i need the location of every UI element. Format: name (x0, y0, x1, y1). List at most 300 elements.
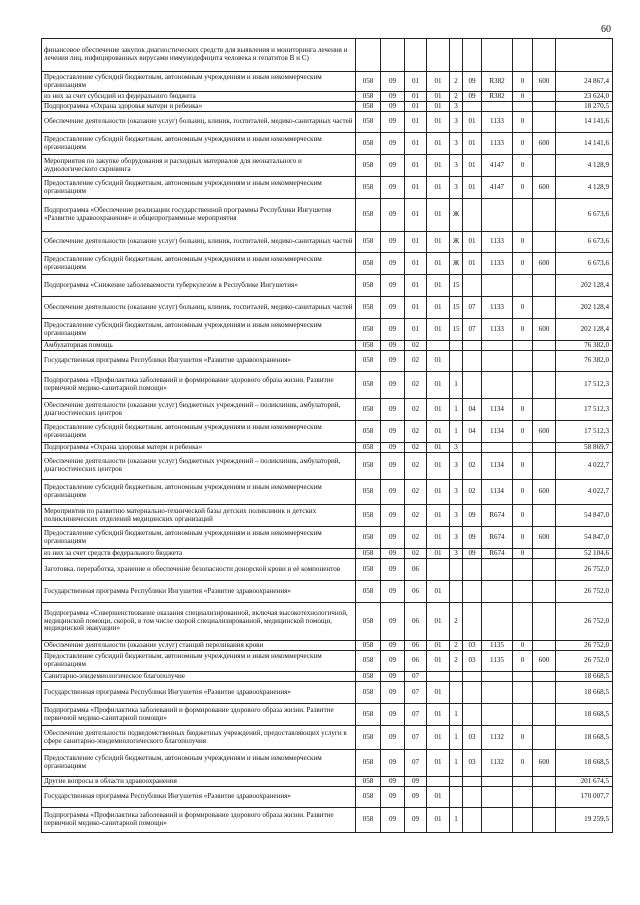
code-cell-c9 (533, 726, 556, 750)
code-cell-c8 (513, 603, 533, 641)
code-cell-c2: 09 (381, 177, 405, 199)
code-cell-c7: R674 (482, 527, 513, 549)
code-cell-c9 (533, 39, 556, 72)
code-cell-c6: 01 (463, 155, 482, 177)
table-row (42, 372, 613, 399)
code-cell-c4: 01 (427, 704, 450, 726)
code-cell-c8 (513, 672, 533, 682)
code-cell-c9 (533, 581, 556, 603)
code-cell-c8: 0 (513, 92, 533, 102)
row-name-cell: Обеспечение деятельности (оказание услуг) бюджетных учреждений – поликлиник, амбулаторий, диагностических центров (42, 453, 356, 480)
code-cell-c6 (463, 341, 482, 351)
row-name-cell: Обеспечение деятельности (оказание услуг) бюджетных учреждений – поликлиник, амбулаторий, диагностических центров (42, 399, 356, 421)
row-name-cell: Мероприятия по закупке оборудования и расходных материалов для неонатального и аудиологического скрининга (42, 155, 356, 177)
code-cell-c4 (427, 39, 450, 72)
code-cell-c9: 600 (533, 750, 556, 777)
code-cell-c1: 058 (356, 341, 381, 351)
code-cell-c4: 01 (427, 421, 450, 443)
code-cell-c7: R382 (482, 72, 513, 92)
code-cell-c9 (533, 704, 556, 726)
budget-table (41, 38, 613, 833)
code-cell-c1: 058 (356, 682, 381, 704)
code-cell-c5 (450, 351, 463, 372)
code-cell-c6: 03 (463, 726, 482, 750)
code-cell-c4 (427, 777, 450, 787)
table-row (42, 72, 613, 92)
row-name-cell: финансовое обеспечение закупок диагностических средств для выявления и мониторинга лечения и лечения лиц, инфицированных вирусами иммунодефицита человека и гепатитов В и С) (42, 39, 356, 72)
code-cell-c3: 01 (405, 319, 427, 341)
code-cell-c6: 04 (463, 421, 482, 443)
code-cell-c7 (482, 351, 513, 372)
amount-cell: 170 007,7 (556, 787, 613, 808)
code-cell-c1: 058 (356, 399, 381, 421)
row-name-cell: из них за счет средств федерального бюджета (42, 549, 356, 559)
row-name-cell: Предоставление субсидий бюджетным, автономным учреждениям и иным некоммерческим организациям (42, 253, 356, 275)
amount-cell: 202 128,4 (556, 319, 613, 341)
code-cell-c5: 1 (450, 726, 463, 750)
code-cell-c7: R674 (482, 505, 513, 527)
code-cell-c5: 3 (450, 505, 463, 527)
table-row (42, 603, 613, 641)
code-cell-c3: 01 (405, 275, 427, 297)
code-cell-c6 (463, 603, 482, 641)
code-cell-c6: 07 (463, 297, 482, 319)
code-cell-c8 (513, 808, 533, 833)
code-cell-c5: 3 (450, 549, 463, 559)
code-cell-c3: 06 (405, 641, 427, 651)
amount-cell (556, 39, 613, 72)
code-cell-c2: 09 (381, 453, 405, 480)
amount-cell: 18 668,5 (556, 672, 613, 682)
code-cell-c6: 09 (463, 549, 482, 559)
row-name-cell: Предоставление субсидий бюджетным, автономным учреждениям и иным некоммерческим организациям (42, 421, 356, 443)
code-cell-c7: 1133 (482, 253, 513, 275)
code-cell-c7 (482, 787, 513, 808)
amount-cell: 201 674,5 (556, 777, 613, 787)
code-cell-c8: 0 (513, 232, 533, 253)
code-cell-c7: R382 (482, 92, 513, 102)
code-cell-c8 (513, 39, 533, 72)
table-row (42, 505, 613, 527)
row-name-cell: Подпрограмма «Профилактика заболеваний и формирование здорового образа жизни. Развитие первичной медико-санитарной помощи» (42, 372, 356, 399)
code-cell-c2: 09 (381, 726, 405, 750)
table-row (42, 112, 613, 133)
code-cell-c5: 3 (450, 480, 463, 505)
code-cell-c4: 01 (427, 641, 450, 651)
code-cell-c8 (513, 559, 533, 581)
code-cell-c5: 3 (450, 102, 463, 112)
amount-cell: 54 847,0 (556, 527, 613, 549)
table-row (42, 559, 613, 581)
code-cell-c3: 01 (405, 102, 427, 112)
table-row (42, 275, 613, 297)
code-cell-c6 (463, 199, 482, 232)
code-cell-c4: 01 (427, 651, 450, 672)
code-cell-c6: 02 (463, 453, 482, 480)
code-cell-c8: 0 (513, 549, 533, 559)
code-cell-c9 (533, 603, 556, 641)
code-cell-c8: 0 (513, 505, 533, 527)
amount-cell: 26 752,0 (556, 559, 613, 581)
code-cell-c5: 2 (450, 651, 463, 672)
code-cell-c1: 058 (356, 253, 381, 275)
code-cell-c2: 09 (381, 232, 405, 253)
table-row (42, 581, 613, 603)
code-cell-c9 (533, 559, 556, 581)
code-cell-c2: 09 (381, 275, 405, 297)
code-cell-c1: 058 (356, 549, 381, 559)
code-cell-c4: 01 (427, 505, 450, 527)
code-cell-c9 (533, 341, 556, 351)
amount-cell: 26 752,0 (556, 651, 613, 672)
code-cell-c4: 01 (427, 750, 450, 777)
table-row (42, 399, 613, 421)
code-cell-c7 (482, 102, 513, 112)
code-cell-c7 (482, 704, 513, 726)
code-cell-c9 (533, 372, 556, 399)
code-cell-c4: 01 (427, 199, 450, 232)
code-cell-c3: 02 (405, 549, 427, 559)
code-cell-c2: 09 (381, 372, 405, 399)
code-cell-c7: 4147 (482, 177, 513, 199)
code-cell-c6 (463, 777, 482, 787)
code-cell-c9 (533, 641, 556, 651)
amount-cell: 6 673,6 (556, 253, 613, 275)
code-cell-c7 (482, 777, 513, 787)
code-cell-c5 (450, 559, 463, 581)
code-cell-c5: 2 (450, 603, 463, 641)
code-cell-c9 (533, 787, 556, 808)
code-cell-c3: 07 (405, 726, 427, 750)
table-row (42, 443, 613, 453)
code-cell-c8 (513, 372, 533, 399)
amount-cell: 58 869,7 (556, 443, 613, 453)
code-cell-c7: R674 (482, 549, 513, 559)
code-cell-c9 (533, 155, 556, 177)
code-cell-c2: 09 (381, 581, 405, 603)
row-name-cell: Предоставление субсидий бюджетным, автономным учреждениям и иным некоммерческим организациям (42, 133, 356, 155)
table-row (42, 253, 613, 275)
code-cell-c6 (463, 808, 482, 833)
code-cell-c7 (482, 372, 513, 399)
code-cell-c2: 09 (381, 133, 405, 155)
code-cell-c5: 3 (450, 527, 463, 549)
code-cell-c7: 1134 (482, 453, 513, 480)
code-cell-c7 (482, 682, 513, 704)
row-name-cell: Обеспечение деятельности (оказание услуг) станций переливания крови (42, 641, 356, 651)
code-cell-c3: 02 (405, 505, 427, 527)
code-cell-c6: 01 (463, 253, 482, 275)
code-cell-c9 (533, 443, 556, 453)
amount-cell: 54 847,0 (556, 505, 613, 527)
row-name-cell: Подпрограмма «Профилактика заболеваний и формирование здорового образа жизни. Развитие первичной медико-санитарной помощи» (42, 808, 356, 833)
code-cell-c8 (513, 787, 533, 808)
code-cell-c1: 058 (356, 102, 381, 112)
code-cell-c9 (533, 112, 556, 133)
code-cell-c1: 058 (356, 297, 381, 319)
code-cell-c1: 058 (356, 777, 381, 787)
code-cell-c6: 01 (463, 177, 482, 199)
row-name-cell: Государственная программа Республики Ингушетия «Развитие здравоохранения» (42, 682, 356, 704)
code-cell-c4: 01 (427, 232, 450, 253)
amount-cell: 202 128,4 (556, 297, 613, 319)
code-cell-c8: 0 (513, 480, 533, 505)
table-row (42, 480, 613, 505)
row-name-cell: Предоставление субсидий бюджетным, автономным учреждениям и иным некоммерческим организациям (42, 527, 356, 549)
code-cell-c1: 058 (356, 92, 381, 102)
code-cell-c6 (463, 275, 482, 297)
code-cell-c3: 07 (405, 704, 427, 726)
code-cell-c2: 09 (381, 155, 405, 177)
code-cell-c8: 0 (513, 651, 533, 672)
code-cell-c4: 01 (427, 177, 450, 199)
amount-cell: 4 022,7 (556, 480, 613, 505)
amount-cell: 18 668,5 (556, 750, 613, 777)
code-cell-c5: 3 (450, 112, 463, 133)
amount-cell: 76 382,0 (556, 351, 613, 372)
amount-cell: 6 673,6 (556, 232, 613, 253)
code-cell-c6 (463, 581, 482, 603)
code-cell-c9: 600 (533, 527, 556, 549)
code-cell-c2: 09 (381, 443, 405, 453)
code-cell-c6 (463, 672, 482, 682)
code-cell-c9 (533, 92, 556, 102)
table-row (42, 527, 613, 549)
code-cell-c6 (463, 351, 482, 372)
code-cell-c3: 02 (405, 399, 427, 421)
code-cell-c5: 1 (450, 372, 463, 399)
code-cell-c6: 09 (463, 72, 482, 92)
code-cell-c7 (482, 603, 513, 641)
code-cell-c3: 06 (405, 603, 427, 641)
code-cell-c6: 07 (463, 319, 482, 341)
code-cell-c5: 15 (450, 297, 463, 319)
code-cell-c9 (533, 232, 556, 253)
table-row (42, 199, 613, 232)
code-cell-c6 (463, 559, 482, 581)
code-cell-c5 (450, 682, 463, 704)
code-cell-c3: 02 (405, 527, 427, 549)
code-cell-c2: 09 (381, 399, 405, 421)
row-name-cell: Обеспечение деятельности (оказание услуг) больниц, клиник, госпиталей, медико-санитарных частей (42, 297, 356, 319)
row-name-cell: Подпрограмма «Профилактика заболеваний и формирование здорового образа жизни. Развитие первичной медико-санитарной помощи» (42, 704, 356, 726)
code-cell-c1: 058 (356, 199, 381, 232)
code-cell-c4: 01 (427, 155, 450, 177)
amount-cell: 26 752,0 (556, 581, 613, 603)
code-cell-c3: 02 (405, 480, 427, 505)
code-cell-c4 (427, 672, 450, 682)
table-row (42, 777, 613, 787)
code-cell-c9 (533, 808, 556, 833)
code-cell-c4: 01 (427, 372, 450, 399)
row-name-cell: Подпрограмма «Охрана здоровья матери и ребенка» (42, 102, 356, 112)
code-cell-c8 (513, 443, 533, 453)
code-cell-c7: 4147 (482, 155, 513, 177)
code-cell-c5: 1 (450, 704, 463, 726)
amount-cell: 18 668,5 (556, 704, 613, 726)
code-cell-c5: 1 (450, 399, 463, 421)
amount-cell: 17 512,3 (556, 421, 613, 443)
code-cell-c3: 06 (405, 651, 427, 672)
code-cell-c8 (513, 275, 533, 297)
amount-cell: 76 382,0 (556, 341, 613, 351)
code-cell-c3: 06 (405, 559, 427, 581)
row-name-cell: Подпрограмма «Совершенствование оказания специализированной, включая высокотехнологичной, медицинской помощи, скорой, в том числе скорой специализированной, медицинской помощи, медицинской эвакуации» (42, 603, 356, 641)
code-cell-c3: 07 (405, 672, 427, 682)
code-cell-c1: 058 (356, 480, 381, 505)
code-cell-c7 (482, 275, 513, 297)
code-cell-c2: 09 (381, 641, 405, 651)
code-cell-c6: 09 (463, 527, 482, 549)
code-cell-c4: 01 (427, 603, 450, 641)
code-cell-c2: 09 (381, 351, 405, 372)
code-cell-c9 (533, 777, 556, 787)
code-cell-c4: 01 (427, 527, 450, 549)
row-name-cell: Санитарно-эпидемиологическое благополучие (42, 672, 356, 682)
code-cell-c7 (482, 672, 513, 682)
code-cell-c8 (513, 102, 533, 112)
table-row (42, 453, 613, 480)
code-cell-c7: 1134 (482, 480, 513, 505)
table-row (42, 177, 613, 199)
table-row (42, 421, 613, 443)
code-cell-c7: 1133 (482, 133, 513, 155)
code-cell-c6: 02 (463, 480, 482, 505)
row-name-cell: Предоставление субсидий бюджетным, автономным учреждениям и иным некоммерческим организациям (42, 319, 356, 341)
code-cell-c2: 09 (381, 505, 405, 527)
table-row (42, 704, 613, 726)
code-cell-c3: 01 (405, 253, 427, 275)
code-cell-c8: 0 (513, 177, 533, 199)
table-row (42, 92, 613, 102)
code-cell-c5 (450, 581, 463, 603)
code-cell-c5: 2 (450, 72, 463, 92)
code-cell-c7 (482, 39, 513, 72)
row-name-cell: Подпрограмма «Обеспечение реализации государственной программы Республики Ингушетия «Развитие здравоохранения» и общепрограммные мероприятия (42, 199, 356, 232)
table-row (42, 672, 613, 682)
table-row (42, 750, 613, 777)
code-cell-c7: 1133 (482, 232, 513, 253)
code-cell-c4: 01 (427, 480, 450, 505)
code-cell-c1: 058 (356, 527, 381, 549)
code-cell-c1: 058 (356, 581, 381, 603)
code-cell-c5: Ж (450, 232, 463, 253)
code-cell-c7: 1132 (482, 750, 513, 777)
code-cell-c9 (533, 672, 556, 682)
code-cell-c5: 2 (450, 92, 463, 102)
code-cell-c8: 0 (513, 112, 533, 133)
code-cell-c1: 058 (356, 72, 381, 92)
code-cell-c8: 0 (513, 421, 533, 443)
code-cell-c7 (482, 341, 513, 351)
table-row (42, 39, 613, 72)
code-cell-c8: 0 (513, 253, 533, 275)
code-cell-c2: 09 (381, 297, 405, 319)
code-cell-c4: 01 (427, 92, 450, 102)
table-row (42, 651, 613, 672)
code-cell-c7 (482, 808, 513, 833)
code-cell-c4: 01 (427, 133, 450, 155)
code-cell-c4: 01 (427, 319, 450, 341)
code-cell-c8: 0 (513, 641, 533, 651)
row-name-cell: Обеспечение деятельности (оказание услуг) больниц, клиник, госпиталей, медико-санитарных частей (42, 112, 356, 133)
code-cell-c3: 06 (405, 581, 427, 603)
code-cell-c3: 01 (405, 92, 427, 102)
code-cell-c9 (533, 682, 556, 704)
code-cell-c4: 01 (427, 253, 450, 275)
code-cell-c3: 01 (405, 112, 427, 133)
code-cell-c1: 058 (356, 177, 381, 199)
code-cell-c2: 09 (381, 704, 405, 726)
amount-cell: 4 022,7 (556, 453, 613, 480)
amount-cell: 14 141,6 (556, 112, 613, 133)
code-cell-c5: 15 (450, 319, 463, 341)
table-row (42, 155, 613, 177)
amount-cell: 19 259,5 (556, 808, 613, 833)
amount-cell: 4 128,9 (556, 177, 613, 199)
row-name-cell: Другие вопросы в области здравоохранения (42, 777, 356, 787)
code-cell-c3: 02 (405, 372, 427, 399)
table-row (42, 549, 613, 559)
code-cell-c9: 600 (533, 319, 556, 341)
code-cell-c3 (405, 39, 427, 72)
code-cell-c5 (450, 341, 463, 351)
code-cell-c4: 01 (427, 581, 450, 603)
code-cell-c3: 01 (405, 72, 427, 92)
amount-cell: 18 270,5 (556, 102, 613, 112)
code-cell-c9 (533, 297, 556, 319)
code-cell-c5: 3 (450, 453, 463, 480)
code-cell-c5: 3 (450, 443, 463, 453)
code-cell-c1: 058 (356, 750, 381, 777)
code-cell-c1: 058 (356, 275, 381, 297)
code-cell-c9: 600 (533, 177, 556, 199)
table-row (42, 297, 613, 319)
code-cell-c1: 058 (356, 726, 381, 750)
amount-cell: 14 141,6 (556, 133, 613, 155)
code-cell-c2: 09 (381, 421, 405, 443)
code-cell-c2: 09 (381, 199, 405, 232)
row-name-cell: Государственная программа Республики Ингушетия «Развитие здравоохранения» (42, 581, 356, 603)
code-cell-c5 (450, 672, 463, 682)
code-cell-c5: 15 (450, 275, 463, 297)
table-row (42, 102, 613, 112)
code-cell-c5: 3 (450, 177, 463, 199)
code-cell-c7 (482, 443, 513, 453)
code-cell-c2: 09 (381, 808, 405, 833)
code-cell-c1: 058 (356, 421, 381, 443)
code-cell-c5 (450, 787, 463, 808)
code-cell-c9: 600 (533, 651, 556, 672)
code-cell-c4: 01 (427, 443, 450, 453)
code-cell-c7 (482, 559, 513, 581)
code-cell-c2: 09 (381, 341, 405, 351)
code-cell-c6: 01 (463, 133, 482, 155)
code-cell-c8 (513, 351, 533, 372)
code-cell-c5: 1 (450, 808, 463, 833)
code-cell-c4: 01 (427, 399, 450, 421)
code-cell-c7: 1132 (482, 726, 513, 750)
amount-cell: 17 512,3 (556, 372, 613, 399)
code-cell-c1: 058 (356, 505, 381, 527)
page-number: 60 (601, 24, 611, 35)
code-cell-c6 (463, 704, 482, 726)
row-name-cell: Государственная программа Республики Ингушетия «Развитие здравоохранения» (42, 351, 356, 372)
table-row (42, 682, 613, 704)
code-cell-c8: 0 (513, 155, 533, 177)
code-cell-c7: 1135 (482, 651, 513, 672)
table-row (42, 726, 613, 750)
